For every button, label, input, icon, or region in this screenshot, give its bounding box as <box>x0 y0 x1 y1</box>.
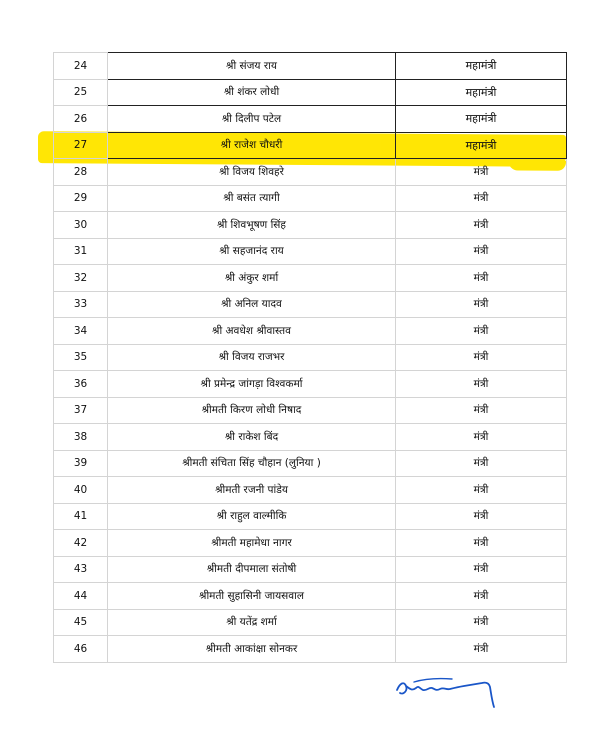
member-name: श्रीमती सुहासिनी जायसवाल <box>108 583 396 610</box>
serial-number: 25 <box>54 79 108 106</box>
serial-number: 33 <box>54 291 108 318</box>
member-name: श्री बसंत त्यागी <box>108 185 396 212</box>
member-name: श्री शिवभूषण सिंह <box>108 212 396 239</box>
member-name: श्री राकेश बिंद <box>108 424 396 451</box>
member-post: मंत्री <box>396 212 567 239</box>
office-bearers-table <box>53 52 567 663</box>
member-name: श्री संजय राय <box>108 53 396 80</box>
member-post: मंत्री <box>396 556 567 583</box>
serial-number: 27 <box>54 132 108 159</box>
table-row <box>54 556 567 583</box>
serial-number: 30 <box>54 212 108 239</box>
serial-number: 29 <box>54 185 108 212</box>
member-name: श्रीमती महामेधा नागर <box>108 530 396 557</box>
member-name: श्रीमती रजनी पांडेय <box>108 477 396 504</box>
member-post: मंत्री <box>396 238 567 265</box>
member-post: मंत्री <box>396 318 567 345</box>
member-post: मंत्री <box>396 609 567 636</box>
table-row <box>54 583 567 610</box>
member-name: श्री विजय राजभर <box>108 344 396 371</box>
member-post: महामंत्री <box>396 53 567 80</box>
member-name: श्री अवधेश श्रीवास्तव <box>108 318 396 345</box>
table-row <box>54 636 567 663</box>
table-row <box>54 159 567 186</box>
serial-number: 39 <box>54 450 108 477</box>
member-name: श्री विजय शिवहरे <box>108 159 396 186</box>
serial-number: 38 <box>54 424 108 451</box>
serial-number: 46 <box>54 636 108 663</box>
table-row <box>54 503 567 530</box>
table-row <box>54 106 567 133</box>
member-name: श्रीमती किरण लोधी निषाद <box>108 397 396 424</box>
member-post: मंत्री <box>396 344 567 371</box>
serial-number: 31 <box>54 238 108 265</box>
table-row <box>54 212 567 239</box>
serial-number: 41 <box>54 503 108 530</box>
member-post: मंत्री <box>396 503 567 530</box>
member-name: श्री राहुल वाल्मीकि <box>108 503 396 530</box>
member-post: मंत्री <box>396 291 567 318</box>
table-row <box>54 185 567 212</box>
table-row <box>54 530 567 557</box>
member-name: श्री दिलीप पटेल <box>108 106 396 133</box>
serial-number: 42 <box>54 530 108 557</box>
table-row-highlighted <box>54 132 567 159</box>
table-row <box>54 318 567 345</box>
handwritten-signature <box>394 673 502 711</box>
table-row <box>54 265 567 292</box>
table-row <box>54 397 567 424</box>
serial-number: 32 <box>54 265 108 292</box>
serial-number: 45 <box>54 609 108 636</box>
member-post: महामंत्री <box>396 79 567 106</box>
table-row <box>54 238 567 265</box>
member-post: महामंत्री <box>396 106 567 133</box>
serial-number: 35 <box>54 344 108 371</box>
serial-number: 28 <box>54 159 108 186</box>
table-row <box>54 424 567 451</box>
serial-number: 26 <box>54 106 108 133</box>
serial-number: 43 <box>54 556 108 583</box>
serial-number: 24 <box>54 53 108 80</box>
member-name: श्री प्रमेन्द्र जांगड़ा विश्वकर्मा <box>108 371 396 398</box>
member-name: श्री राजेश चौधरी <box>108 132 396 159</box>
member-name: श्रीमती दीपमाला संतोषी <box>108 556 396 583</box>
member-name: श्री यतेंद्र शर्मा <box>108 609 396 636</box>
member-name: श्री अनिल यादव <box>108 291 396 318</box>
table-row <box>54 609 567 636</box>
serial-number: 36 <box>54 371 108 398</box>
member-name: श्रीमती आकांक्षा सोनकर <box>108 636 396 663</box>
member-post: मंत्री <box>396 530 567 557</box>
member-name: श्री अंकुर शर्मा <box>108 265 396 292</box>
member-name: श्री शंकर लोधी <box>108 79 396 106</box>
member-post: महामंत्री <box>396 132 567 159</box>
serial-number: 34 <box>54 318 108 345</box>
member-post: मंत्री <box>396 583 567 610</box>
table-row <box>54 344 567 371</box>
member-post: मंत्री <box>396 450 567 477</box>
member-post: मंत्री <box>396 159 567 186</box>
member-name: श्री सहजानंद राय <box>108 238 396 265</box>
member-post: मंत्री <box>396 397 567 424</box>
serial-number: 44 <box>54 583 108 610</box>
member-post: मंत्री <box>396 477 567 504</box>
member-name: श्रीमती संचिता सिंह चौहान (लुनिया ) <box>108 450 396 477</box>
table-row <box>54 79 567 106</box>
serial-number: 37 <box>54 397 108 424</box>
table-row <box>54 371 567 398</box>
member-post: मंत्री <box>396 371 567 398</box>
member-post: मंत्री <box>396 636 567 663</box>
member-post: मंत्री <box>396 265 567 292</box>
table-row <box>54 53 567 80</box>
member-post: मंत्री <box>396 185 567 212</box>
member-post: मंत्री <box>396 424 567 451</box>
table-row <box>54 477 567 504</box>
table-row <box>54 450 567 477</box>
table-row <box>54 291 567 318</box>
serial-number: 40 <box>54 477 108 504</box>
